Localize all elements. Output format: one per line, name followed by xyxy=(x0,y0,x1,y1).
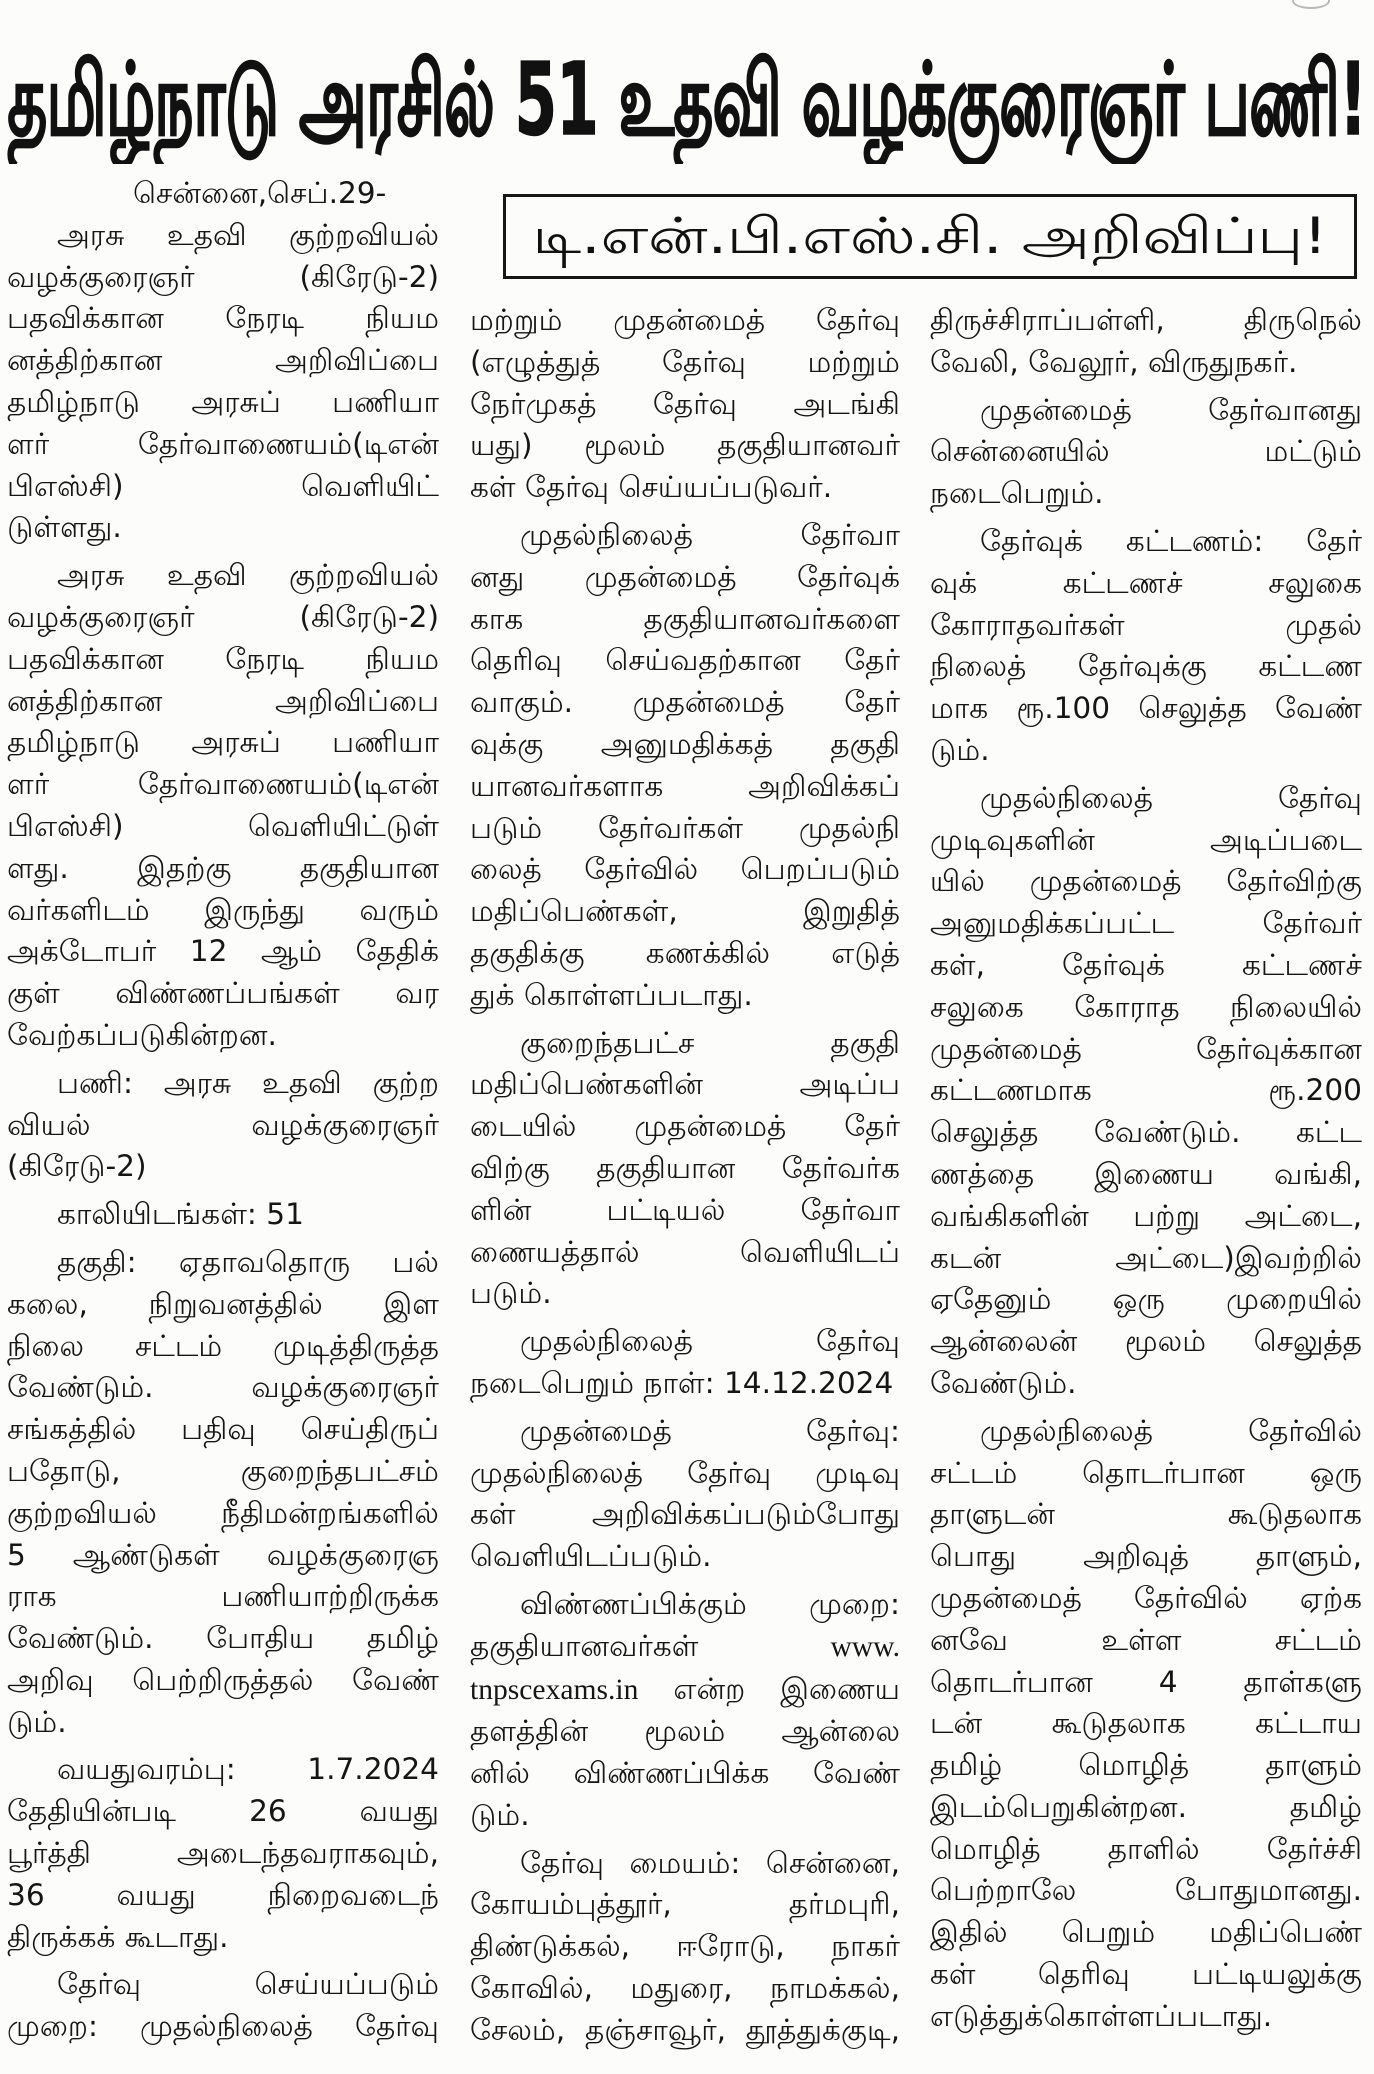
article-paragraph xyxy=(470,515,900,1017)
text-segment: மதிப்பெண்களின் அடிப்ப xyxy=(470,1067,900,1102)
text-segment: நேர்முகத் தேர்வு அடங்கி xyxy=(470,386,900,421)
text-line xyxy=(930,431,1362,473)
text-line xyxy=(930,1829,1362,1871)
text-line xyxy=(930,688,1362,730)
article-paragraph xyxy=(930,778,1362,1405)
text-line xyxy=(7,848,439,890)
text-segment: பணி: அரசு உதவி குற்ற xyxy=(57,1065,439,1100)
text-segment: எடுத்துக்கொள்ளப்படாது. xyxy=(930,1998,1273,2033)
text-line xyxy=(7,424,439,466)
text-line xyxy=(7,1917,439,1959)
text-segment: தளத்தின் மூலம் ஆன்லை xyxy=(470,1714,900,1749)
text-line xyxy=(470,1363,900,1405)
text-line xyxy=(7,1493,439,1535)
text-line xyxy=(470,1232,900,1274)
text-segment: தகுதிக்கு கணக்கில் எடுத் xyxy=(470,935,900,970)
text-segment: வயதுவரம்பு: 1.7.2024 xyxy=(57,1752,439,1787)
text-line xyxy=(470,1753,900,1795)
text-segment: வழக்குரைஞர் (கிரேடு-2) xyxy=(7,599,439,634)
article-paragraph xyxy=(470,1023,900,1316)
text-segment: திண்டுக்கல், ஈரோடு, நாகர் xyxy=(470,1929,900,1964)
text-line xyxy=(470,766,900,808)
text-segment: தமிழ்நாடு அரசுப் பணியா xyxy=(7,725,439,760)
text-segment: செலுத்த வேண்டும். கட்ட xyxy=(930,1115,1362,1150)
article-paragraph xyxy=(470,300,900,509)
text-segment: கள் அறிவிக்கப்படும்போது xyxy=(470,1497,900,1532)
text-line xyxy=(7,1535,439,1577)
text-line xyxy=(470,1711,900,1753)
text-line xyxy=(470,1626,900,1669)
text-segment: டும். xyxy=(930,732,990,767)
text-line xyxy=(7,681,439,723)
text-segment: டையில் முதன்மைத் தேர் xyxy=(470,1109,900,1144)
text-segment: வேலி, வேலூர், விருதுநகர். xyxy=(930,344,1298,379)
article-paragraph xyxy=(930,390,1362,515)
text-line xyxy=(930,300,1362,342)
text-segment: திருக்கக் கூடாது. xyxy=(7,1919,229,1954)
text-line xyxy=(470,1148,900,1190)
text-segment: பதோடு, குறைந்தபட்சம் xyxy=(7,1453,439,1488)
text-segment: தேர்வுக் கட்டணம்: தேர் xyxy=(980,523,1362,558)
text-segment: கள் தேர்வு செய்யப்படுவர். xyxy=(470,470,833,505)
text-segment: இதில் பெறும் மதிப்பெண் xyxy=(930,1915,1362,1950)
text-line xyxy=(470,1536,900,1578)
text-segment: ளர் தேர்வாணையம்(டிஎன் xyxy=(7,426,439,461)
text-segment: கலை, நிறுவனத்தில் இள xyxy=(7,1286,439,1321)
text-line xyxy=(930,605,1362,647)
text-segment: கோயம்புத்தூர், தர்மபுரி, xyxy=(470,1887,900,1922)
text-line xyxy=(7,1702,439,1744)
text-line xyxy=(470,1411,900,1453)
text-segment: விண்ணப்பிக்கும் முறை: xyxy=(520,1586,900,1621)
text-segment: ஏதேனும் ஒரு முறையில் xyxy=(930,1282,1362,1317)
text-segment: சலுகை கோராத நிலையில் xyxy=(930,989,1362,1024)
text-line xyxy=(470,1190,900,1232)
text-segment: கள் தெரிவு பட்டியலுக்கு xyxy=(930,1957,1362,1992)
headline-text: தமிழ்நாடு அரசில் 51 உதவி வழக்குரைஞர் பணி! xyxy=(7,41,1367,158)
text-segment: கோராதவர்கள் முதல் xyxy=(930,607,1362,642)
text-segment: மொழித் தாளில் தேர்ச்சி xyxy=(930,1831,1362,1866)
text-segment: (எழுத்துத் தேர்வு மற்றும் xyxy=(470,344,900,379)
text-line xyxy=(470,724,900,766)
text-line xyxy=(470,640,900,682)
text-segment: கள், தேர்வுக் கட்டணச் xyxy=(930,947,1362,982)
text-segment: அக்டோபர் 12 ஆம் தேதிக் xyxy=(7,934,439,969)
text-line xyxy=(7,1749,439,1791)
text-line xyxy=(7,340,439,382)
text-segment: தெரிவு செய்வதற்கான தேர் xyxy=(470,643,900,678)
text-line xyxy=(930,730,1362,772)
text-segment: என்ற இணைய xyxy=(638,1671,900,1706)
text-line xyxy=(7,639,439,681)
text-segment: தாளுடன் கூடுதலாக xyxy=(930,1497,1362,1532)
text-line xyxy=(470,384,900,426)
text-segment: வுக்கு அனுமதிக்கத் தகுதி xyxy=(470,726,900,761)
article-column-3 xyxy=(930,300,1362,2038)
text-line xyxy=(930,1238,1362,1280)
article-paragraph xyxy=(7,1194,439,1236)
text-segment: நிலைத் தேர்வுக்கு கட்டண xyxy=(930,649,1362,684)
text-segment: கட்டணமாக ரூ.200 xyxy=(930,1073,1362,1108)
text-line xyxy=(930,1070,1362,1112)
text-line xyxy=(7,1409,439,1451)
text-segment: வங்கிகளின் பற்று அட்டை, xyxy=(930,1198,1362,1233)
text-segment: கடன் அட்டை)இவற்றில் xyxy=(930,1240,1362,1275)
text-segment: யது) மூலம் தகுதியானவர் xyxy=(470,428,900,463)
text-segment: தேதியின்படி 26 வயது xyxy=(7,1794,439,1829)
text-line xyxy=(930,1578,1362,1620)
text-segment: அனுமதிக்கப்பட்ட தேர்வர் xyxy=(930,906,1362,941)
text-segment: னத்திற்கான அறிவிப்பை xyxy=(7,683,439,718)
website-url: www. xyxy=(830,1630,900,1663)
text-line xyxy=(7,507,439,549)
text-line xyxy=(930,1196,1362,1238)
text-segment: மாக ரூ.100 செலுத்த வேண் xyxy=(930,691,1362,726)
text-line xyxy=(470,1584,900,1626)
text-segment: குறைந்தபட்ச தகுதி xyxy=(520,1025,900,1060)
text-line xyxy=(930,945,1362,987)
text-segment: தகுதி: ஏதாவதொரு பல் xyxy=(57,1244,439,1279)
text-segment: படும். xyxy=(470,1276,552,1311)
text-line xyxy=(7,1791,439,1833)
text-segment: சங்கத்தில் பதிவு செய்திருப் xyxy=(7,1412,439,1447)
text-segment: வேண்டும். xyxy=(930,1365,1077,1400)
text-segment: நிலை சட்டம் முடித்திருத்த xyxy=(7,1328,439,1363)
text-segment: கோவில், மதுரை, நாமக்கல், xyxy=(470,1971,900,2006)
text-line xyxy=(930,1029,1362,1071)
text-line xyxy=(7,1576,439,1618)
text-segment: 36 வயது நிறைவடைந் xyxy=(7,1877,439,1912)
text-line xyxy=(930,1411,1362,1453)
text-line xyxy=(470,1321,900,1363)
text-segment: அறிவு பெற்றிருத்தல் வேண் xyxy=(7,1662,439,1697)
text-segment: சேலம், தஞ்சாவூர், தூத்துக்குடி, xyxy=(470,2012,900,2047)
text-segment: சென்னையில் மட்டும் xyxy=(930,434,1362,469)
text-segment: வேண்டும். வழக்குரைஞர் xyxy=(7,1370,439,1405)
text-line xyxy=(7,1105,439,1147)
text-segment: வுக் கட்டணச் சலுகை xyxy=(930,565,1362,600)
text-line xyxy=(7,382,439,424)
text-segment: வர்களிடம் இருந்து வரும் xyxy=(7,892,439,927)
text-line xyxy=(470,1494,900,1536)
text-line xyxy=(930,1321,1362,1363)
text-segment: தொடர்பான 4 தாள்களு xyxy=(930,1664,1362,1699)
text-line xyxy=(930,1870,1362,1912)
text-segment: நடைபெறும் நாள்: 14.12.2024 xyxy=(470,1365,894,1400)
text-line xyxy=(930,1536,1362,1578)
text-line xyxy=(930,521,1362,563)
text-line xyxy=(470,1926,900,1968)
text-line xyxy=(470,975,900,1017)
text-line xyxy=(7,257,439,299)
text-segment: திருச்சிராப்பள்ளி, திருநெல் xyxy=(930,303,1362,337)
text-segment: பொது அறிவுத் தாளும், xyxy=(930,1539,1362,1574)
text-line xyxy=(7,215,439,257)
text-segment: 5 ஆண்டுகள் வழக்குரைஞ xyxy=(7,1537,439,1572)
text-line xyxy=(470,300,900,342)
article-paragraph xyxy=(930,521,1362,772)
text-line xyxy=(930,1453,1362,1495)
text-segment: வியல் வழக்குரைஞர் xyxy=(7,1107,439,1142)
article-paragraph xyxy=(7,1063,439,1188)
text-line xyxy=(7,1875,439,1917)
text-line xyxy=(470,849,900,891)
text-line xyxy=(7,1367,439,1409)
text-segment: டும். xyxy=(7,1704,67,1739)
text-segment: முடிவுகளின் அடிப்படை xyxy=(930,822,1362,857)
article-paragraph xyxy=(7,1749,439,1958)
text-segment: ணையத்தால் வெளியிடப் xyxy=(470,1234,900,1269)
text-line xyxy=(930,861,1362,903)
text-segment: முதன்மைத் தேர்வு: xyxy=(520,1413,900,1448)
text-line xyxy=(470,1453,900,1495)
text-line xyxy=(7,973,439,1015)
text-line xyxy=(7,1964,439,2006)
text-line xyxy=(7,1660,439,1702)
text-line xyxy=(7,1833,439,1875)
text-line xyxy=(930,1620,1362,1662)
text-segment: பெற்றாலே போதுமானது. xyxy=(930,1873,1362,1908)
text-line xyxy=(7,1618,439,1660)
text-line xyxy=(470,1106,900,1148)
article-column-1 xyxy=(7,173,439,2048)
text-segment: ளின் பட்டியல் தேர்வா xyxy=(470,1192,900,1227)
text-segment: தேர்வு மையம்: சென்னை, xyxy=(520,1845,900,1880)
text-line xyxy=(7,597,439,639)
text-line xyxy=(930,1662,1362,1704)
text-line xyxy=(470,1669,900,1712)
article-paragraph xyxy=(7,1242,439,1744)
text-segment: லைத் தேர்வில் பெறப்படும் xyxy=(470,852,900,887)
text-segment: டன் கூடுதலாக கட்டாய xyxy=(930,1706,1362,1741)
text-segment: ணத்தை இணைய வங்கி, xyxy=(930,1156,1362,1191)
text-segment: காக தகுதியானவர்களை xyxy=(470,601,900,636)
text-line xyxy=(7,1326,439,1368)
text-segment: முதல்நிலைத் தேர்வு xyxy=(520,1324,900,1359)
text-segment: டும். xyxy=(470,1797,530,1832)
text-segment: வாகும். முதன்மைத் தேர் xyxy=(470,685,900,720)
text-segment: காலியிடங்கள்: 51 xyxy=(57,1197,304,1232)
text-line xyxy=(470,557,900,599)
text-line xyxy=(470,933,900,975)
text-segment: யானவர்களாக அறிவிக்கப் xyxy=(470,768,900,803)
article-column-2 xyxy=(470,300,900,2052)
edge-mark xyxy=(1292,0,1330,9)
text-segment: (கிரேடு-2) xyxy=(7,1149,147,1184)
text-line xyxy=(7,1194,439,1236)
text-line xyxy=(930,342,1362,384)
text-segment: மதிப்பெண்கள், இறுதித் xyxy=(470,894,900,929)
text-line xyxy=(930,987,1362,1029)
text-segment: விற்கு தகுதியான தேர்வர்க xyxy=(470,1150,900,1185)
text-segment: னத்திற்கான அறிவிப்பை xyxy=(7,343,439,378)
text-line xyxy=(7,1451,439,1493)
article-paragraph xyxy=(470,1321,900,1405)
text-line xyxy=(930,1154,1362,1196)
text-line xyxy=(930,778,1362,820)
text-segment: யில் முதன்மைத் தேர்விற்கு xyxy=(930,864,1362,899)
text-line xyxy=(470,1884,900,1926)
text-segment: ஆன்லைன் மூலம் செலுத்த xyxy=(930,1324,1362,1359)
text-segment: பிஎஸ்சி) வெளியிட் xyxy=(7,468,439,503)
text-segment: நடைபெறும். xyxy=(930,476,1104,511)
text-segment: வழக்குரைஞர் (கிரேடு-2) xyxy=(7,259,439,294)
text-line xyxy=(470,467,900,509)
text-segment: இடம்பெறுகின்றன. தமிழ் xyxy=(930,1789,1362,1824)
article-paragraph xyxy=(930,1411,1362,2038)
text-line xyxy=(930,1745,1362,1787)
text-line xyxy=(470,425,900,467)
text-line xyxy=(7,555,439,597)
text-line xyxy=(470,1273,900,1315)
text-segment: ளது. இதற்கு தகுதியான xyxy=(7,850,439,885)
text-line xyxy=(7,722,439,764)
text-segment: அரசு உதவி குற்றவியல் xyxy=(57,217,439,252)
text-line xyxy=(470,891,900,933)
text-line xyxy=(7,298,439,340)
text-segment: வேண்டும். போதிய தமிழ் xyxy=(7,1621,439,1656)
text-segment: மற்றும் முதன்மைத் தேர்வு xyxy=(470,303,900,337)
article-paragraph xyxy=(7,215,439,549)
text-line xyxy=(7,931,439,973)
text-segment: பூர்த்தி அடைந்தவராகவும், xyxy=(7,1836,439,1871)
text-line xyxy=(470,599,900,641)
text-line xyxy=(470,808,900,850)
text-line xyxy=(470,2010,900,2052)
subhead-box xyxy=(503,194,1357,279)
text-line xyxy=(930,820,1362,862)
text-line xyxy=(7,1242,439,1284)
text-segment: முதன்மைத் தேர்வுக்கான xyxy=(930,1031,1362,1066)
text-line xyxy=(930,1954,1362,1996)
text-line xyxy=(930,903,1362,945)
text-segment: முதல்நிலைத் தேர்வில் xyxy=(980,1413,1362,1448)
text-line xyxy=(7,1063,439,1105)
text-line xyxy=(930,1703,1362,1745)
text-line xyxy=(470,682,900,724)
text-segment: வேற்கப்படுகின்றன. xyxy=(7,1017,277,1052)
text-segment: பதவிக்கான நேரடி நியம xyxy=(7,641,439,676)
text-line xyxy=(7,764,439,806)
text-line xyxy=(7,890,439,932)
article-paragraph xyxy=(470,1843,900,2052)
text-segment: முறை: முதல்நிலைத் தேர்வு xyxy=(7,2009,439,2044)
text-segment: ளர் தேர்வாணையம்(டிஎன் xyxy=(7,767,439,802)
article-paragraph xyxy=(470,1411,900,1578)
text-line xyxy=(470,1795,900,1837)
subhead-text: டி.என்.பி.எஸ்.சி. அறிவிப்பு! xyxy=(532,207,1328,265)
text-segment: படும் தேர்வர்கள் முதல்நி xyxy=(470,810,900,845)
text-line xyxy=(930,1912,1362,1954)
text-line xyxy=(930,1279,1362,1321)
text-line xyxy=(930,1363,1362,1405)
text-line xyxy=(930,646,1362,688)
text-segment: துக் கொள்ளப்படாது. xyxy=(470,977,753,1012)
text-segment: வெளியிடப்படும். xyxy=(470,1539,712,1574)
dateline: சென்னை,செப்.29- xyxy=(133,176,387,210)
text-line xyxy=(470,1064,900,1106)
text-line xyxy=(7,1284,439,1326)
text-segment: னில் விண்ணப்பிக்க வேண் xyxy=(470,1756,900,1791)
text-segment: முதல்நிலைத் தேர்வா xyxy=(520,517,900,552)
text-line xyxy=(7,1146,439,1188)
headline xyxy=(6,36,1368,164)
text-line xyxy=(930,1787,1362,1829)
article-paragraph xyxy=(930,300,1362,384)
text-segment: சட்டம் தொடர்பான ஒரு xyxy=(930,1455,1362,1490)
text-segment: னது முதன்மைத் தேர்வுக் xyxy=(470,559,900,594)
text-segment: முதன்மைத் தேர்வில் ஏற்க xyxy=(930,1580,1362,1615)
text-segment: டுள்ளது. xyxy=(7,510,122,545)
text-line xyxy=(470,1968,900,2010)
text-line xyxy=(7,1015,439,1057)
text-line xyxy=(7,2006,439,2048)
text-line xyxy=(930,1494,1362,1536)
text-segment: னவே உள்ள சட்டம் xyxy=(930,1622,1362,1657)
article-paragraph xyxy=(7,1964,439,2048)
article-paragraph xyxy=(470,1584,900,1837)
text-line xyxy=(930,390,1362,432)
text-line xyxy=(7,466,439,508)
text-segment: தகுதியானவர்கள் xyxy=(470,1628,831,1663)
text-line xyxy=(470,515,900,557)
text-segment: தமிழ் மொழித் தாளும் xyxy=(930,1748,1362,1783)
text-segment: குள் விண்ணப்பங்கள் வர xyxy=(7,976,439,1011)
text-segment: ராக பணியாற்றிருக்க xyxy=(7,1579,439,1614)
text-line xyxy=(930,563,1362,605)
text-segment: பதவிக்கான நேரடி நியம xyxy=(7,301,439,336)
text-segment: முதன்மைத் தேர்வானது xyxy=(980,392,1362,427)
text-line xyxy=(930,1112,1362,1154)
text-line xyxy=(470,1843,900,1885)
text-segment: முதல்நிலைத் தேர்வு முடிவு xyxy=(470,1455,900,1490)
text-segment: குற்றவியல் நீதிமன்றங்களில் xyxy=(7,1495,439,1530)
text-line xyxy=(7,806,439,848)
website-url: tnpscexams.in xyxy=(470,1673,639,1706)
text-segment: பிஎஸ்சி) வெளியிட்டுள் xyxy=(7,808,439,843)
text-line xyxy=(930,1996,1362,2038)
article-paragraph xyxy=(7,555,439,1057)
text-segment: தேர்வு செய்யப்படும் xyxy=(57,1967,439,2002)
text-segment: முதல்நிலைத் தேர்வு xyxy=(980,780,1362,815)
text-line xyxy=(930,473,1362,515)
text-segment: தமிழ்நாடு அரசுப் பணியா xyxy=(7,384,439,419)
text-line xyxy=(470,1023,900,1065)
text-line xyxy=(470,342,900,384)
text-segment: அரசு உதவி குற்றவியல் xyxy=(57,558,439,593)
